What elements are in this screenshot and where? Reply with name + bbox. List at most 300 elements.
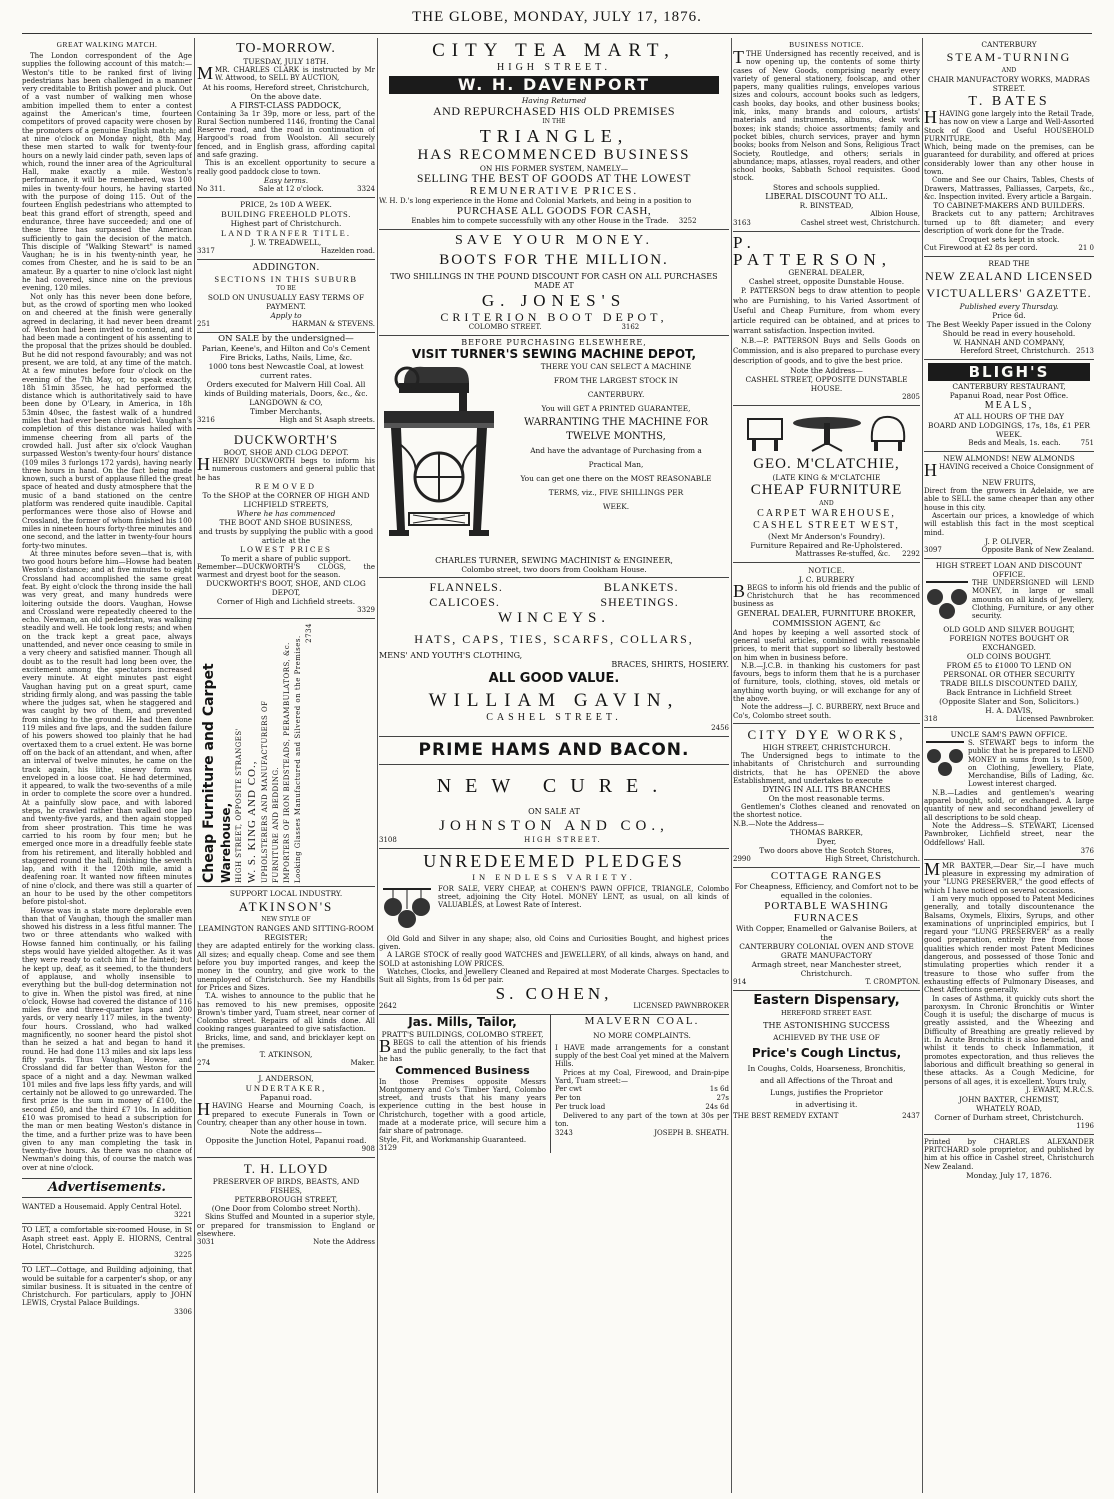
ad-text: N.B.—Ladies and gentlemen's wearing apparel bought, sold, or exchanged. A large quantity of new and secondhand jewellery of all descriptions to be sold cheap. [924,788,1094,822]
ad-name: H. A. DAVIS, [985,705,1033,715]
ad-text: MENS' AND YOUTH'S CLOTHING, [379,651,523,661]
ad-text: Maker. [350,1059,375,1068]
ad-address: COLOMBO STREET. [468,323,542,332]
ad-new-almonds [924,452,1094,559]
ad-prime-hams [379,737,729,765]
ad-text: THE Undersigned has recently received, and is now opening up, the contents of some thirty cases of New Goods, comprising nearly every variety of general stationery, foolscap, and other papers, many qualities rulings, envelopes various sizes and colours, account books such as ledgers, cash books, day books, and other business books; ink, inks, many brands and colours, artists' materials and instruments, albums, desk work boxes; ink stands; choice assortments; family and pocket bibles, church services, prayer and hymn books; books from Nelson and Sons, Religious Tract Society, Routledge, and others; serials in abundance; maps, atlasses, royal readers, and other school books, Sabbath School requisites. Good stock. [733,50,920,183]
ad-number: 2456 [711,723,729,732]
ad-text: And hopes by keeping a well assorted stock of general useful articles, combined with reasonable prices, to merit that support so liberally bestowed on him when in business before. [733,628,920,662]
ad-number: 3306 [174,1307,192,1316]
ad-name: LANGDOWN & CO, [249,397,323,407]
ad-text: BEFORE PURCHASING ELSEWHERE, [461,338,647,348]
ad-text: Gentlemen's Clothes cleaned and renovated on the shortest notice. [733,803,920,820]
ad-text: REMOVED [254,481,318,491]
ad-text: and all Affections of the Throat and [760,1075,893,1085]
ad-king-furniture-rotated [197,619,375,887]
ad-name: WILLIAM GAVIN, [428,689,680,711]
column-divider [731,38,732,1493]
ad-name: J. C. BURBERY [798,574,855,584]
ad-housemaid [22,1201,192,1224]
ad-text: BOARD AND LODGINGS, 17s, 18s, £1 PER WEEK. [928,421,1090,440]
ad-atkinson [197,887,375,1072]
ad-text: SHEETINGS. [600,595,679,610]
imprint-text: Printed by CHARLES ALEXANDER PRITCHARD sole proprietor, and published by him at his office in Cashel street, Christchurch New Zealand. [924,1137,1094,1171]
ad-number: 3108 [379,835,397,844]
ad-address: Corner of Durham street, Christchurch. [934,1112,1084,1122]
ad-text: (One Door from Colombo street North). [211,1204,361,1214]
ad-title: CITY TEA MART, [432,40,676,61]
ad-text: Note the address— [250,1127,322,1137]
price-value: 24s 6d [705,1103,729,1112]
column-b [197,38,375,1493]
pawnbroker-balls-icon [924,579,970,625]
ad-title: PORTABLE WASHING [764,899,889,912]
ad-text: FROM THE LARGEST STOCK IN [553,376,679,386]
ad-text: Cut Firewood at £2 8s per cord. [924,244,1038,253]
price-value: 1s 6d [709,1085,729,1094]
ad-text: in advertising it. [795,1099,858,1109]
ad-name: W. H. DAVENPORT [389,76,719,94]
ad-name: J. P. OLIVER, [985,536,1033,546]
ad-text: N.B.—Note the Address— [733,819,825,828]
ad-text: BEGS to inform his old friends and the public of Christchurch that he has recommenced business as [733,583,920,609]
ad-title: VISIT TURNER'S SEWING MACHINE DEPOT, [411,347,697,362]
ad-subtitle: HIGH STREET. [497,62,611,73]
ad-text: SUPPORT LOCAL INDUSTRY. [229,889,343,899]
ad-title: ATKINSON'S [238,899,334,915]
ad-text: OLD COINS BOUGHT. [966,651,1052,661]
ad-number: 3216 [197,415,215,424]
ad-subtitle: NO MORE COMPLAINTS. [593,1030,691,1040]
ad-business-notice [733,38,920,232]
ad-subtitle: GENERAL DEALER, [788,267,865,277]
masthead [0,0,1114,34]
ad-cottage-ranges [733,868,920,991]
ad-text: OLD GOLD AND SILVER BOUGHT, FOREIGN NOTES BOUGHT OR EXCHANGED. [943,624,1075,652]
bottom-ads-row [379,1015,729,1153]
ad-text: CANTERBURY [981,40,1037,49]
ad-address: High Street, Christchurch. [825,854,920,863]
price-label: Per truck load [555,1103,606,1112]
ad-text: LIBERAL DISCOUNT TO ALL. [765,191,888,201]
ad-text: (Opposite Slater and Son, Solicitors.) [939,696,1079,706]
ad-text: S. STEWART begs to inform the public that he is prepared to LEND MONEY in sums from 1s to £500, on Clothing, Jewellery, Plate, Merchandise, Bills of Lading, &c. Lowest interest charged. [968,738,1094,789]
ad-title: Jas. Mills, Tailor, [408,1014,517,1029]
ad-text: TRADE BILLS DISCOUNTED DAILY, [940,678,1078,688]
ad-text: Beds and Meals, 1s. each. [968,439,1061,448]
ad-text: IMPORTERS OF IRON BEDSTEADS, PERAMBULATORS, &c. [283,642,291,884]
article-paragraph: Not only has this never been done before, but, as the crowd of sporting men who looked on and cheered at the finish were generally agreed in declaring, it had never been dreamt of. Weston had been invited to contend, and it had been made a contingent of his assenting to the proposal that the prizes should be doubled. But he did not respond favourably; and was not present, we are told, at any time of the match. At a few minutes before four o'clock on the evening of the 7th May, or, to speak exactly, 18h 51min 35sec, he had performed the distance which is authoritatively said to have been done by O'Leary, in America, in 18h 53min 40sec, the fastest walk of a hundred miles that had ever been chronicled. Vaughan's completion of this distance was hailed with immense cheering from all parts of the crowded hall. Just after six o'clock Vaughan surpassed Weston's twenty-four hours' distance (109 miles 3 furlongs 172 yards), having nearly three hours in hand. On the fact being made known, such a burst of applause filled the great space of heated and dusty atmosphere that the music of a band stationed on the centre platform was rendered quite inaudible. Capital performances were those also of Howse and Crossland, the former of whom finished his 100 miles in nineteen hours forty-three minutes and one second, and the latter in twenty-four hours forty-two minutes. [22,292,192,550]
ad-address: WHATELY ROAD, [976,1103,1042,1113]
ad-text: (Next Mr Anderson's Foundry). [768,531,885,541]
ad-address: HIGH STREET, CHRISTCHURCH. [762,742,891,752]
ad-address: Papanui Road, near Post Office. [949,391,1069,401]
ad-eastern-dispensary [733,991,920,1124]
ad-text: A FIRST-CLASS PADDOCK, [230,100,342,110]
ad-title: BOOTS FOR THE MILLION. [439,252,669,269]
ad-title: LAND TRANFER TITLE. [220,227,351,238]
ad-text: To the SHOP at the CORNER OF HIGH AND LICHFIELD STREETS, [202,490,370,509]
ad-text: FOR SALE, VERY CHEAP, at COHEN'S PAWN OFFICE, TRIANGLE, Colombo street, adjoining the City Hotel. MONEY LENT, as usual, on all kinds of VALUABLES, at Lowest Rate of Interest. [438,884,729,910]
ad-number: 3163 [733,218,751,227]
ad-text: TO CABINET-MAKERS AND BUILDERS. [933,201,1085,211]
ad-text: THE UNDERSIGNED will LEND MONEY, in large or small amounts on all kinds of Jewellery, Clothing, Furniture, or any other security. [972,578,1094,621]
ad-text: With Copper, Enamelled or Galvanise Boilers, at the [735,923,917,942]
drop-cap: H [924,107,937,127]
ad-text: On the most reasonable terms. [768,794,885,804]
ad-title: MALVERN COAL. [584,1014,700,1027]
ad-name: W. S. KING AND CO., [246,760,258,884]
ad-text: Furniture Repaired and Re-Upholstered. [750,540,903,550]
ad-text: FLANNELS. [429,580,503,595]
drop-cap: B [379,1035,392,1056]
ad-title: Eastern Dispensary, [753,992,900,1008]
ad-text: Published every Thursday. [959,302,1059,312]
ad-addington [197,260,375,333]
ad-address: Papanui road. [260,1093,312,1103]
ad-number: 3031 [197,1238,215,1247]
ad-text: Brackets cut to any pattern; Architraves turned up to 8ft diameter; and every description of work done for the Trade. [924,210,1094,235]
sewing-machine-illustration [379,365,499,553]
price-value: 27s [716,1094,729,1103]
ad-mclatchie [733,406,920,563]
ad-text: THE BEST REMEDY EXTANT [733,1111,839,1120]
ad-title: ON SALE by the undersigned— [218,333,354,344]
column-e [924,38,1094,1493]
ad-name: J. W. TREADWELL, [250,237,322,247]
ad-text: AND [819,499,834,507]
ad-number: 3129 [379,1143,397,1152]
ad-text: The Best Weekly Paper issued in the Colony Should be read in every household. [926,320,1092,339]
ad-text: For Cheapness, Efficiency, and Comfort not to be equalled in the colonies. [734,881,919,900]
ad-text: Direct from the growers in Adelaide, we are able to SELL the same cheaper than any other house in this city. [924,487,1094,512]
ad-text: Remember—DUCKWORTH'S CLOGS, the warmest and dryest boot for the season. [197,562,375,580]
ad-tomorrow-auction [197,38,375,198]
ad-text: CRITERION BOOT DEPOT, [440,310,668,325]
ad-text: READ THE [988,259,1030,269]
ad-text: WARRANTING THE MACHINE FOR [523,417,709,429]
ad-address: Hereford Street, Christchurch. [960,347,1071,356]
ad-address: Cashel street west, Christchurch. [800,218,920,227]
ad-text: TO BE [276,284,296,292]
ad-text: Which, being made on the premises, can be guaranteed for durability, and offered at prices considerably lower than any other house in town. [924,143,1094,177]
printer-imprint [924,1135,1094,1180]
ad-sale-time: Sale at 12 o'clock. [258,184,324,193]
ad-number: 3221 [174,1211,192,1220]
ad-title: BUILDING FREEHOLD PLOTS. [221,208,351,219]
ad-steam-turning [924,38,1094,257]
ad-subtitle: BOOT, SHOE AND CLOG DEPOT. [223,447,349,457]
ad-text: TERMS, viz., FIVE SHILLINGS PER [548,488,684,498]
ad-text: (LATE KING & M'CLATCHIE [772,472,881,482]
ad-subtitle: CANTERBURY RESTAURANT, [952,382,1066,392]
ad-title: T. H. LLOYD [243,1161,329,1177]
ad-text: I HAVE made arrangements for a constant supply of the best Coal yet mined at the Malvern Hills. [555,1043,729,1069]
column-divider [194,38,195,1493]
ad-lloyd [197,1158,375,1250]
ad-victuallers-gazette [924,257,1094,360]
ad-text: W. H. D.'s long experience in the Home and Colonial Markets, and being in a position to [379,197,692,205]
ad-text: CANTERBURY. [587,390,645,400]
article-paragraph: Howse was in a state more deplorable even than that of Vaughan, though the smaller man showed his distress in a less fitful manner. The two or three attendants who walked with Howse fanned him continually, or his failing steps would have yielded altogether. As it was they were ready to catch him if he fainted; but he kept up, deaf, as it seemed, to the thunders of applause, and wholly insensible to everything but the bull-dog determination not to give in. When the pistol was fired, at nine o'clock, Howse had covered the distance of 116 miles five and three-quarter laps and 200 yards, or very nearly 117 miles, in the twenty-four hours. Crossland, who had walked magnificently, no sooner heard the pistol shot than he seized a hat and began to hand it round. He had done 113 miles and six laps less fifty yards. Thus Vaughan, Howse, and Crossland did far better than Weston for the space of a night and a day. Newman walked 101 miles and five laps less fifty yards, and will certainly not be allowed to go unrewarded. The first prize is the sum in money of £100, the second £50, and the third £7 10s. In addition £10 was promised to head a subscription for the man or men beating Weston's distance in the time, and a further prize was to have been given to any man completing the task in twenty-five hours. As there was no chance of Newman's doing this, of course the match was over at nine o'clock. [22,906,192,1172]
ad-text: THERE YOU CAN SELECT A MACHINE [540,362,692,372]
ad-text: Price 6d. [992,311,1026,321]
ad-langdown [197,333,375,429]
ad-number: 3097 [924,545,942,554]
ad-signature: Licensed Pawnbroker. [1015,714,1094,723]
ad-text: This is an excellent opportunity to secure a really good paddock close to town. [197,159,375,176]
drop-cap: B [733,580,746,601]
ad-text: The Undersigned begs to intimate to the inhabitants of Christchurch and surrounding districts, that he has OPENED the above Establishment, and undertakes to execute [733,751,920,785]
ad-text: Croquet sets kept in stock. [958,235,1060,245]
ad-text: DUCKWORTH'S BOOT, SHOE, AND CLOG DEPOT, [206,579,366,598]
ad-text: At his rooms, Hereford street, Christchurch, On the above date. [202,82,370,101]
ad-title: CITY DYE WORKS, [747,726,906,742]
ad-text: ALL GOOD VALUE. [488,670,620,686]
ad-text: Enables him to compete successfully with any other House in the Trade. [411,217,669,226]
ad-number: 751 [1080,439,1094,448]
ad-subtitle: IN ENDLESS VARIETY. [472,871,636,882]
ad-text: Bricks, lime, and sand, and bricklayer kept on the premises. [197,1033,375,1051]
ad-text: TO LET—Cottage, and Building adjoining, that would be suitable for a carpenter's shop, or any similar business. It is situated in the centre of Christchurch. For particulars, apply to JOHN LEWIS, Crystal Palace Buildings. [22,1266,192,1308]
ad-text: N.B.—P. PATTERSON Buys and Sells Goods on Commission, and is also prepared to purchase every description of goods, and to give the best price. [733,336,920,365]
furniture-illustration [742,411,912,453]
ad-text: T.A. wishes to announce to the public that he has removed to his new premises, opposite Brown's timber yard, Tuam street, near corner of Colombo street. Repairs of all kinds done. All cooking ranges guaranteed to give satisfaction. [197,992,375,1034]
ad-city-dye-works [733,724,920,868]
ad-text: GENERAL DEALER, FURNITURE BROKER, COMMISSION AGENT, &c [737,608,916,628]
ad-number: 2734 [305,623,313,644]
ad-text: MEALS, [984,400,1034,412]
ad-text: Looking Glasses Manufactured and Silvered on the Premises. [294,635,302,884]
ad-text: CARPET WAREHOUSE, [757,507,896,519]
ad-blighs-restaurant [924,360,1094,452]
ad-text: WINCEYS. [497,610,611,627]
ad-title: PRIME HAMS AND BACON. [418,739,690,760]
ad-text: FURNITURE AND BEDDING. [272,767,280,884]
ad-number: 2292 [902,549,920,558]
ad-boots-million [379,230,729,336]
ad-name: W. HANNAH AND COMPANY, [953,338,1065,348]
article-paragraph: At three minutes before seven—that is, with two good hours before him—Howse had beaten Weston's distance; and at five minutes to eight Crossland had accomplished the same great feat. By eight o'clock the throng inside the hall was very great, and many hundreds were loitering outside the doors. Vaughan, Howse and Crossland were repeatedly cheered to the echo. Newman, an old pedestrian, was walking steadily and well. He took long rests; and when on the track kept a great pace, always unattended, and never once ceasing to smile in a very cheery and satisfied manner. Though all doubt as to the result had long been over, the excitement among the spectators increased every minute. At eight minutes past eight Vaughan having put on a great spurt, came striding firmly along, and was passing the table where the judges sat, when he staggered and was caught by two of them, and prevented from sinking to the ground. He had then done 119 miles and five laps, and the sudden failure of his powers showed too plainly that he had overtaxed them to a cruel extent. He was borne off on the back of an attendant, and when, after an interval of twelve minutes, he came on the track again, his lithe, sinewy form was enveloped in a loose coat. He had determined, it appeared, to walk the two-sevenths of a mile in order to complete the score over a hundred. At a painfully slow pace, and with labored steps, he crawled rather than walked one lap and twenty-five yards, and then again stopped from sheer prostration. This time he was carried to his room by four men; but he emerged once more in a dreadfully feeble state from his retirement, and literally hobbled and staggered round the hall, finishing the seventh lap, and with it the 120th mile, amid a deafening roar. It wanted now fifteen minutes of nine o'clock, and there was still a quarter of an hour to be used by the other competitors before pistol-shot. [22,549,192,907]
ad-name: T. BATES [968,94,1050,109]
ad-number: 21 0 [1078,244,1094,253]
ad-uncle-sams [924,728,1094,860]
ad-address: Colombo street, two doors from Cookham House. [461,565,647,575]
ad-text: Two doors above the Scotch Stores, [759,845,894,855]
drop-cap: H [197,453,210,474]
ad-title: FURNACES [793,911,860,924]
ad-number: 1196 [1076,1121,1094,1130]
ad-text: Note the Address— [790,365,863,375]
ad-address: High and St Asaph streets. [279,415,375,424]
ad-title: BLIGH'S [928,363,1090,381]
ad-text: In those Premises opposite Messrs Montgomery and Co's Timber Yard, Colombo street, and trusts that his many years experience cutting in the best house in Christchurch, together with a good article, made at a moderate price, will secure him a fair share of patronage. [379,1077,546,1136]
ad-title: Cheap Furniture and Carpet [201,663,217,884]
ad-text: HIGH STREET, OPPOSITE STRANGES' [235,728,243,884]
ad-text: Stores and schools supplied. [772,182,881,192]
ad-text: UPHOLSTERERS AND MANUFACTURERS OF [261,700,269,884]
ad-malvern-coal [551,1015,729,1153]
ad-text: BLANKETS. [603,580,679,595]
price-label: Per cwt [555,1085,582,1094]
ad-text: Practical Man, [588,460,644,470]
ad-text: Come and See our Chairs, Tables, Chests of Drawers, Mattrasses, Palliasses, Carpets, &c., &c. Inspection invited. Every article a Bargain. [924,176,1094,201]
ad-text: BRACES, SHIRTS, HOSIERY. [611,659,729,669]
advertisements-heading: Advertisements. [22,1178,192,1198]
ad-new-cure [379,765,729,849]
ad-text: Note the Address—S. STEWART, Licensed Pawnbroker, Lichfield street, near the Oddfellows' Hall. [924,821,1094,847]
ad-title: COTTAGE RANGES [770,869,883,882]
ad-name: J. EWART, M.R.C.S. [1026,1085,1094,1094]
ad-address: Armagh street, near Manchester street, Christchurch. [751,959,902,978]
ad-text: PURCHASE ALL GOODS FOR CASH, [456,205,652,218]
ad-text: THE BOOT AND SHOE BUSINESS, [219,517,353,527]
ad-text: MR. CHARLES CLARK is instructed by Mr W. Attwood, to SELL BY AUCTION, [215,66,375,83]
ad-text: You will GET A PRINTED GUARANTEE, [541,404,691,414]
ad-text: Old Gold and Silver in any shape; also, old Coins and Curiosities Bought, and highest prices given. [379,934,729,952]
ad-text: AND [1001,67,1017,74]
ad-loan-office [924,559,1094,728]
article-paragraph: The London correspondent of the Age supplies the following account of this match:—Weston's title to be ranked first of living pedestrians has been challenged in a manner very creditable to British power and pluck. Out of a vast number of walking men whose ambition impelled them to enter a contest against the American's time, fourteen competitors of proved capacity were chosen by the promoters of a genuine English match; and at nine o'clock on Monday night, 8th May, these men started to walk for twenty-four hours on a newly laid cinder path, seven laps of which, round the inner area of the Agricultural Hall, make exactly a mile. Weston's performance, it will be remembered, was 100 miles in twenty-four hours, he having started with the purpose of doing 115. Out of the fourteen English pedestrians who attempted to beat this grand effort of strength, speed and endurance, three have succeeded; and one of these three has surpassed the American sufficiently to gain the decision of the match. This disciple of "Walking Stewart" is named Vaughan; he is in his twenty-ninth year, he comes from Chester, and he is said to be an amateur. By a quarter to nine o'clock last night he had covered, since nine on the previous evening, 120 miles. [22,52,192,293]
ad-text: Where he has commenced [236,508,336,518]
ad-title: NEW CURE. [436,774,672,797]
ad-text: IN THE [542,118,566,125]
ad-text: TRIANGLE, [479,126,629,146]
ad-title: UNDERTAKER, [245,1083,327,1094]
ad-text: HAVING received a Choice Consignment of [939,463,1094,472]
ad-text: NEW FRUITS, [982,478,1036,488]
ad-text: Opposite the Junction Hotel, Papanui road. [205,1136,367,1146]
ad-title: GEO. M'CLATCHIE, [753,455,900,472]
ad-text: HENRY DUCKWORTH begs to inform his numerous customers and general public that he has [197,456,375,482]
drop-cap: H [924,460,937,481]
ad-number: 3243 [555,1128,573,1137]
ad-number: 376 [1080,846,1094,855]
ad-text: Back Entrance in Lichfield Street [946,687,1072,697]
ad-text: In cases of Asthma, it quickly cuts short the paroxysm. In Chronic Bronchitis or Winter Cough it is useful; the discharge of mucus is greatly assisted, and the Wheezing and Difficulty of Breathing are greatly relieved by it. In Acute Bronchitis it is also beneficial, and whilst it tends to check Inflammation, it promotes expectoration, and thus relieves the laborious and difficult breathing so general in these attacks. As a Cough Medicine, for persons of all ages, it is excellent. Yours truly, [924,994,1094,1086]
ad-text: AND REPURCHASED HIS OLD PREMISES [432,104,676,118]
price-label: Per ton [555,1094,581,1103]
ad-text: HAS RECOMMENCED BUSINESS [417,147,691,163]
ad-number: 908 [361,1145,375,1154]
ad-address: CASHEL STREET. [486,711,622,723]
ad-text: Having Returned [521,96,587,105]
ad-text: To merit a share of public support. [220,553,351,563]
ad-name: THOMAS BARKER, [790,827,863,837]
ad-text: REMUNERATIVE PRICES. [469,185,639,197]
ad-lung-preserver [924,860,1094,1135]
ad-address: PRATT'S BUILDINGS, COLOMBO STREET, [381,1029,544,1039]
pawnbroker-balls-icon [379,885,435,935]
ad-burbery [733,563,920,724]
ad-address: HEREFORD STREET EAST. [781,1008,872,1017]
ad-number: 251 [197,319,211,328]
ad-text: TWO SHILLINGS IN THE POUND DISCOUNT FOR CASH ON ALL PURCHASES MADE AT [390,272,718,291]
ad-address: HIGH STREET. [524,835,602,844]
ad-text: Price's Cough Linctus, [751,1045,902,1060]
ad-number: 2805 [902,392,920,401]
ad-name: T. CROMPTON. [865,977,920,986]
ad-address: CASHEL STREET, OPPOSITE DUNSTABLE HOUSE. [745,374,908,393]
article-title: GREAT WALKING MATCH. [56,40,158,49]
column-divider [922,38,923,1493]
pawnbroker-balls-icon [924,739,966,783]
ad-text: Mattrasses Re-stuffed, &c. [795,549,891,558]
ad-text: THE ASTONISHING SUCCESS [763,1020,890,1030]
ad-text: Style, Fit, and Workmanship Guaranteed. [379,1135,527,1144]
ad-text: You can get one there on the MOST REASONABLE [520,474,712,484]
ad-text: CANTERBURY COLONIAL OVEN AND STOVE GRATE MANUFACTORY [739,941,914,960]
ad-text: In Coughs, Colds, Hoarseness, Bronchitis, [747,1063,906,1073]
ad-address: CASHEL STREET WEST, [753,519,900,531]
ad-name: JOHN BAXTER, CHEMIST, [958,1094,1060,1104]
ad-text: ON HIS FORMER SYSTEM, NAMELY— [479,164,629,173]
ad-lot: No 311. [197,184,226,193]
ad-number: 2513 [1076,347,1094,356]
ad-text: LOWEST PRICES [240,544,332,554]
ad-anderson [197,1072,375,1158]
drop-cap: H [197,1099,210,1120]
masthead-rule [22,33,1092,34]
imprint-date: Monday, July 17, 1876. [966,1171,1052,1180]
ad-duckworth [197,429,375,619]
ad-text: WEEK. [602,502,630,512]
ad-number: 2990 [733,854,751,863]
ad-number: 3252 [678,217,697,226]
ad-name: J. ANDERSON, [258,1074,314,1084]
ad-text: Note the Address [313,1238,375,1247]
ad-text: And have the advantage of Purchasing from a [530,446,702,456]
ad-address: Hazelden road. [320,246,375,255]
ad-text: BEGS to call the attention of his friends and the public generally, to the fact that he has [379,1038,546,1064]
column-c [379,38,729,1493]
ad-text: Lungs, justifies the Proprietor [770,1087,883,1097]
ad-text: SOLD ON UNUSUALLY EASY TERMS OF PAYMENT. [207,292,365,311]
ad-text: Watches, Clocks, and Jewellery Cleaned and Repaired at most Moderate Charges. Spectacles to Suit all Sights, from 1s 6d per pair. [379,968,729,985]
ad-text: Parian, Keene's, and Hilton and Co's Cement [201,343,371,353]
ad-text: HAVING Hearse and Mourning Coach, is prepared to execute Funerals in Town or Country, cheaper than any other house in town. [197,1102,375,1127]
ad-name: S. COHEN, [495,983,613,1003]
ad-text: Easy terms. [263,175,309,185]
drop-cap: M [924,858,941,879]
ad-text: DYING IN ALL ITS BRANCHES [762,785,891,795]
ad-address: Opposite Bank of New Zealand. [981,545,1094,554]
masthead-title: THE GLOBE, MONDAY, JULY 17, 1876. [412,9,702,25]
ad-text: Orders executed for Malvern Hill Coal. All kinds of Building materials, Doors, &c., &c. [204,379,368,398]
ad-name: JOHNSTON AND CO., [439,817,669,834]
ad-title: UNREDEEMED PLEDGES [423,850,685,871]
ad-text: they are adapted entirely for the working class. All sizes; and equally cheap. Come and see them before you buy imported ranges, and keep the money in the country, and give work to the unemployed of Christchurch. See my Handbills for Prices and Sizes. [197,942,375,992]
ad-title: DUCKWORTH'S [233,431,339,447]
ad-title: SAVE YOUR MONEY. [455,233,653,249]
ad-mills-tailor [379,1015,551,1153]
ad-title: ADDINGTON. [252,261,320,273]
ad-text: P. PATTERSON begs to draw attention to people who are Furnishing, to his Varied Assortment of Useful and Cheap Furniture, from whom every article required can be obtained, and at prices to warrant satisfaction. Inspection invited. [733,286,920,335]
ad-text: PRESERVER OF BIRDS, BEASTS, AND FISHES, [212,1177,360,1196]
ad-patterson [733,232,920,406]
ad-text: TWELVE MONTHS, [566,431,666,443]
ad-text: CHEAP FURNITURE [750,481,903,498]
ad-number: 274 [197,1059,211,1068]
column-d [733,38,920,1493]
ad-number: 3225 [174,1251,192,1260]
ad-text: Apply to [270,310,302,320]
ad-title: UNCLE SAM'S PAWN OFFICE. [950,729,1068,739]
ad-text: Timber Merchants, [250,406,322,416]
ad-date: TUESDAY, JULY 18TH. [243,57,329,66]
column-divider [377,38,378,1493]
ad-title: NEW ZEALAND LICENSED [925,269,1093,284]
